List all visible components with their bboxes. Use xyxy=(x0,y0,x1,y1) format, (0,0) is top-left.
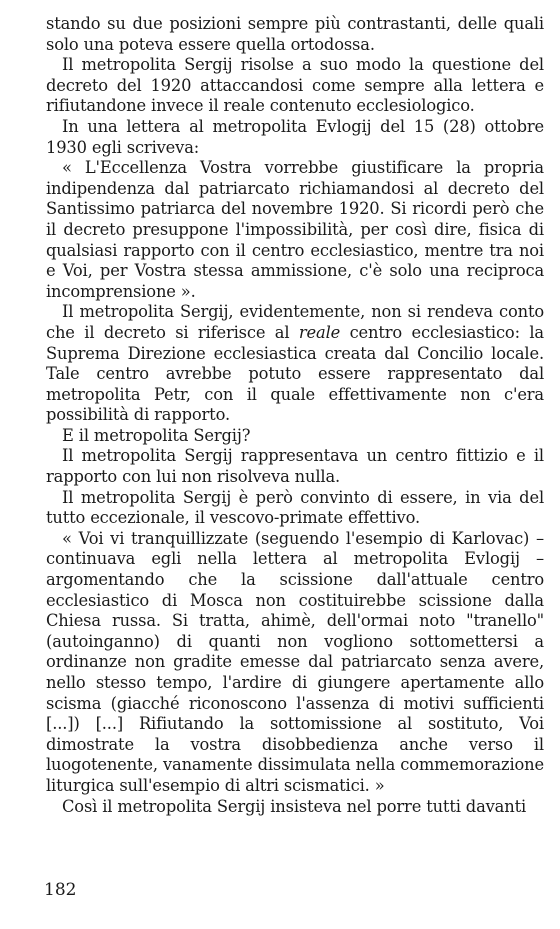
paragraph: E il metropolita Sergij? xyxy=(62,425,251,445)
paragraph: Il metropolita Sergij, evidentemente, non si rendeva conto che il decreto si riferisce al reale centro ecclesiastico: la Suprema Direzione ecclesiastica creata dal Concilio locale. Tale centro avrebbe potuto essere rappresentato dal metropolita Petr, con il quale effettivamente non c'era possibilità di rapporto. xyxy=(46,302,544,425)
paragraph: Il metropolita Sergij è però convinto di essere, in via del tutto eccezionale, il vescovo-primate effettivo. xyxy=(46,487,544,528)
body-text xyxy=(46,14,544,817)
italic-emphasis: reale xyxy=(298,322,341,342)
paragraph: Il metropolita Sergij risolse a suo modo la questione del decreto del 1920 attaccandosi come sempre alla lettera e rifiutandone invece il reale contenuto ecclesiologico. xyxy=(46,55,544,116)
paragraph: In una lettera al metropolita Evlogij del 15 (28) ottobre 1930 egli scriveva: xyxy=(46,116,544,157)
quotation-paragraph: « Voi vi tranquillizzate (seguendo l'esempio di Karlovac) – continuava egli nella lettera al metropolita Evlogij – argomentando che la scissione dall'attuale centro ecclesiastico di Mosca non costituirebbe scissione dalla Chiesa russa. Si tratta, ahimè, dell'ormai noto "tranello" (autoinganno) di quanti non vogliono sottomettersi a ordinanze non gradite emesse dal patriarcato senza avere, nello stesso tempo, l'ardire di giungere apertamente allo scisma (giacché riconoscono l'assenza di motivi sufficienti [...]) [...] Rifiutando la sottomissione al sostituto, Voi dimostrate la vostra disobbedienza anche verso il luogotenente, vanamente dissimulata nella commemorazione liturgica sull'esempio di altri scismatici. » xyxy=(46,528,544,795)
quotation-paragraph: « L'Eccellenza Vostra vorrebbe giustificare la propria indipendenza dal patriarcato richiamandosi al decreto del Santissimo patriarca del novembre 1920. Si ricordi però che il decreto presuppone l'impossibilità, per così dire, fisica di qualsiasi rapporto con il centro ecclesiastico, mentre tra noi e Voi, per Vostra stessa ammissione, c'è solo una reciproca incomprensione ». xyxy=(46,158,544,301)
paragraph: Il metropolita Sergij rappresentava un centro fittizio e il rapporto con lui non risolveva nulla. xyxy=(46,446,544,487)
paragraph: stando su due posizioni sempre più contrastanti, delle quali solo una poteva essere quella ortodossa. xyxy=(46,14,544,54)
page-number: 182 xyxy=(44,880,77,900)
paragraph: Così il metropolita Sergij insisteva nel porre tutti davanti xyxy=(62,796,527,816)
